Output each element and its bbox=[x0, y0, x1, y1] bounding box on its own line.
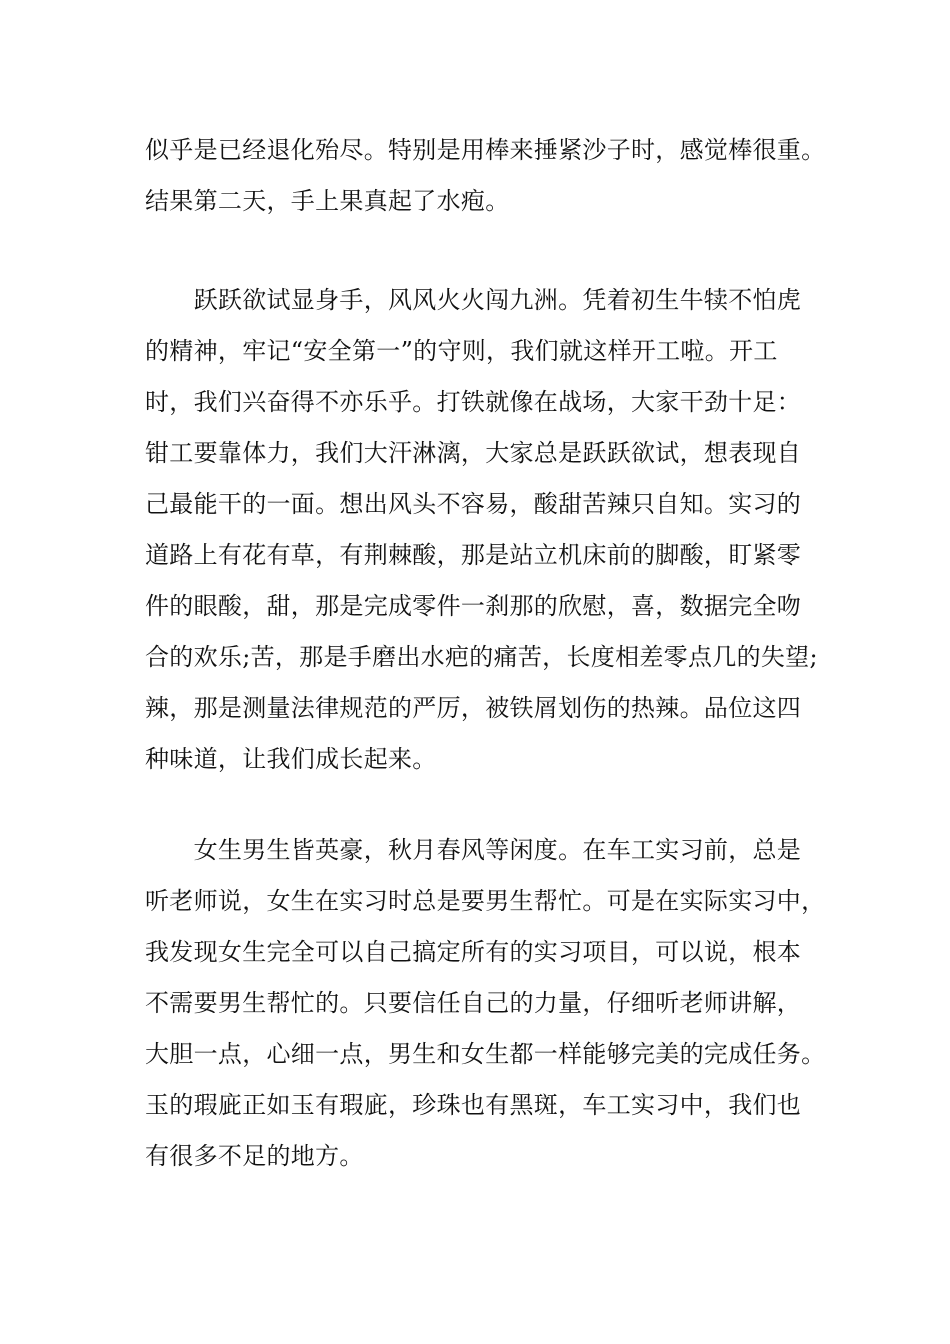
text-line: 有很多不足的地方。 bbox=[145, 1142, 364, 1170]
text-line: 听老师说，女生在实习时总是要男生帮忙。可是在实际实习中， bbox=[145, 887, 826, 915]
text-line: 跃跃欲试显身手，风风火火闯九洲。凭着初生牛犊不怕虎 bbox=[145, 286, 802, 314]
text-line: 钳工要靠体力，我们大汗淋漓，大家总是跃跃欲试，想表现自 bbox=[145, 439, 802, 467]
text-line: 件的眼酸，甜，那是完成零件一刹那的欣慰，喜，数据完全吻 bbox=[145, 592, 802, 620]
text-line: 大胆一点，心细一点，男生和女生都一样能够完美的完成任务。 bbox=[145, 1040, 826, 1068]
text-line: 道路上有花有草，有荆棘酸，那是站立机床前的脚酸，盯紧零 bbox=[145, 541, 802, 569]
text-line: 女生男生皆英豪，秋月春风等闲度。在车工实习前，总是 bbox=[145, 836, 802, 864]
paragraph-3 bbox=[145, 825, 835, 1182]
text-line: 己最能干的一面。想出风头不容易，酸甜苦辣只自知。实习的 bbox=[145, 490, 802, 518]
text-line: 时，我们兴奋得不亦乐乎。打铁就像在战场，大家干劲十足： bbox=[145, 388, 802, 416]
text-line: 结果第二天，手上果真起了水疱。 bbox=[145, 187, 510, 215]
text-line: 种味道，让我们成长起来。 bbox=[145, 745, 437, 773]
text-line: 玉的瑕庛正如玉有瑕庛，珍珠也有黑斑，车工实习中，我们也 bbox=[145, 1091, 802, 1119]
text-line: 我发现女生完全可以自己搞定所有的实习项目，可以说，根本 bbox=[145, 938, 802, 966]
text-line: 辣，那是测量法律规范的严厉，被铁屑划伤的热辣。品位这四 bbox=[145, 694, 802, 722]
text-line: 合的欢乐;苦，那是手磨出水疤的痛苦，长度相差零点几的失望; bbox=[145, 643, 818, 671]
paragraph-1 bbox=[145, 125, 835, 227]
paragraph-2 bbox=[145, 275, 835, 785]
text-line: 不需要男生帮忙的。只要信任自己的力量，仔细听老师讲解， bbox=[145, 989, 802, 1017]
text-line: 似乎是已经退化殆尽。特别是用棒来捶紧沙子时，感觉棒很重。 bbox=[145, 136, 826, 164]
text-line: 的精神，牢记“安全第一”的守则，我们就这样开工啦。开工 bbox=[145, 337, 778, 365]
